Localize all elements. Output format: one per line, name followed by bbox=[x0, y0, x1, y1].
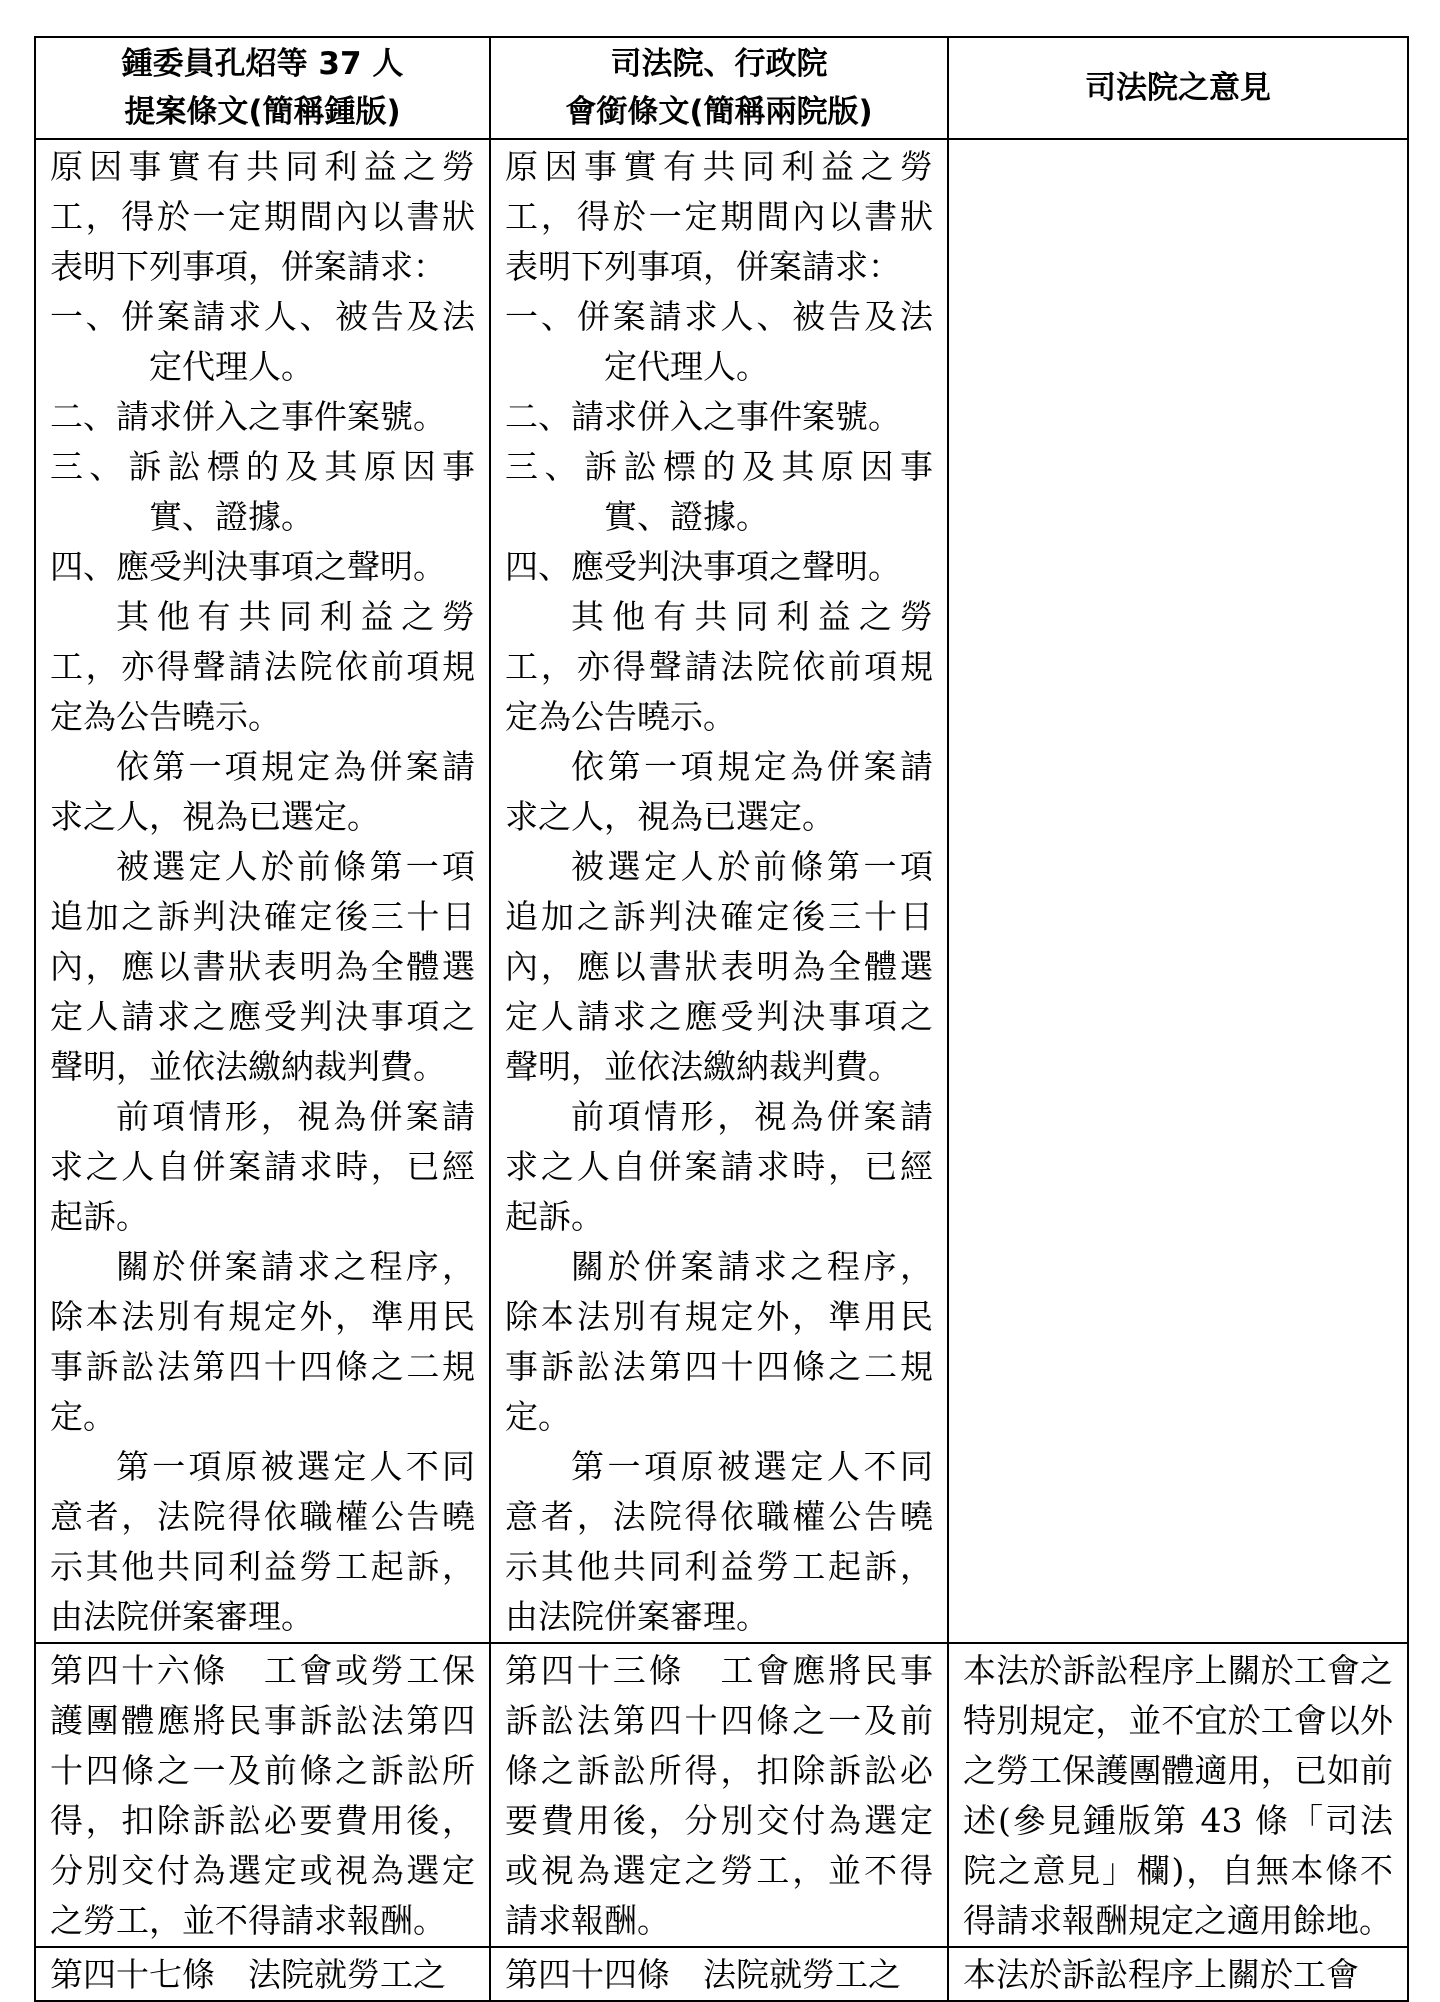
list-item: 四、應受判決事項之聲明。 bbox=[505, 547, 901, 586]
article-paragraph: 第一項原被選定人不同意者，法院得依職權公告曉示其他共同利益勞工起訴，由法院併案審理。 bbox=[505, 1447, 933, 1636]
opinion-text: 本法於訴訟程序上關於工會之特別規定，並不宜於工會以外之勞工保護團體適用，已如前述(參見鍾版第 43 條「司法院之意見」欄)，自無本條不得請求報酬規定之適用餘地。 bbox=[963, 1651, 1393, 1940]
article-paragraph: 被選定人於前條第一項追加之訴判決確定後三十日內，應以書狀表明為全體選定人請求之應受判決事項之聲明，並依法繳納裁判費。 bbox=[505, 847, 933, 1086]
row3-two-courts-article-44 bbox=[490, 1947, 948, 2001]
opinion-text: 本法於訴訟程序上關於工會 bbox=[963, 1955, 1359, 1994]
article-intro: 原因事實有共同利益之勞工，得於一定期間內以書狀表明下列事項，併案請求： bbox=[50, 147, 475, 286]
article-paragraph: 關於併案請求之程序，除本法別有規定外，準用民事訴訟法第四十四條之二規定。 bbox=[50, 1247, 475, 1436]
list-item: 三、訴訟標的及其原因事實、證據。 bbox=[505, 447, 933, 536]
article-paragraph: 被選定人於前條第一項追加之訴判決確定後三十日內，應以書狀表明為全體選定人請求之應受判決事項之聲明，並依法繳納裁判費。 bbox=[50, 847, 475, 1086]
article-text: 第四十四條 法院就勞工之 bbox=[505, 1955, 901, 1994]
header-judicial-opinion-text: 司法院之意見 bbox=[1085, 70, 1271, 106]
header-two-courts-line-2: 會銜條文(簡稱兩院版) bbox=[565, 94, 873, 130]
article-intro: 原因事實有共同利益之勞工，得於一定期間內以書狀表明下列事項，併案請求： bbox=[505, 147, 933, 286]
row2-opinion bbox=[948, 1643, 1408, 1947]
table-row bbox=[35, 1643, 1408, 1947]
article-paragraph: 第一項原被選定人不同意者，法院得依職權公告曉示其他共同利益勞工起訴，由法院併案審理。 bbox=[50, 1447, 475, 1636]
article-text: 第四十七條 法院就勞工之 bbox=[50, 1955, 446, 1994]
row1-opinion-empty bbox=[948, 139, 1408, 1643]
article-paragraph: 其他有共同利益之勞工，亦得聲請法院依前項規定為公告曉示。 bbox=[505, 597, 933, 736]
list-item: 二、請求併入之事件案號。 bbox=[505, 397, 901, 436]
article-paragraph: 依第一項規定為併案請求之人，視為已選定。 bbox=[505, 747, 933, 836]
comparison-table bbox=[34, 36, 1409, 2002]
article-paragraph: 其他有共同利益之勞工，亦得聲請法院依前項規定為公告曉示。 bbox=[50, 597, 475, 736]
row3-opinion bbox=[948, 1947, 1408, 2001]
list-item: 一、併案請求人、被告及法定代理人。 bbox=[505, 297, 933, 386]
article-text: 第四十六條 工會或勞工保護團體應將民事訴訟法第四十四條之一及前條之訴訟所得，扣除訴訟必要費用後，分別交付為選定或視為選定之勞工，並不得請求報酬。 bbox=[50, 1651, 475, 1940]
article-paragraph: 關於併案請求之程序，除本法別有規定外，準用民事訴訟法第四十四條之二規定。 bbox=[505, 1247, 933, 1436]
table-row bbox=[35, 139, 1408, 1643]
row2-two-courts-article-43 bbox=[490, 1643, 948, 1947]
row3-zhong-article-47 bbox=[35, 1947, 490, 2001]
list-item: 三、訴訟標的及其原因事實、證據。 bbox=[50, 447, 475, 536]
article-paragraph: 依第一項規定為併案請求之人，視為已選定。 bbox=[50, 747, 475, 836]
article-text: 第四十三條 工會應將民事訴訟法第四十四條之一及前條之訴訟所得，扣除訴訟必要費用後，分別交付為選定或視為選定之勞工，並不得請求報酬。 bbox=[505, 1651, 933, 1940]
header-two-courts-line-1: 司法院、行政院 bbox=[610, 46, 828, 82]
header-zhong-line-1: 鍾委員孔炤等 37 人 bbox=[121, 46, 404, 82]
list-item: 四、應受判決事項之聲明。 bbox=[50, 547, 446, 586]
article-paragraph: 前項情形，視為併案請求之人自併案請求時，已經起訴。 bbox=[50, 1097, 475, 1236]
header-judicial-opinion bbox=[948, 37, 1408, 139]
list-item: 一、併案請求人、被告及法定代理人。 bbox=[50, 297, 475, 386]
row1-two-courts-text bbox=[490, 139, 948, 1643]
table-row bbox=[35, 1947, 1408, 2001]
list-item: 二、請求併入之事件案號。 bbox=[50, 397, 446, 436]
header-zhong-version bbox=[35, 37, 490, 139]
header-zhong-line-2: 提案條文(簡稱鍾版) bbox=[124, 94, 401, 130]
row2-zhong-article-46 bbox=[35, 1643, 490, 1947]
header-row bbox=[35, 37, 1408, 139]
article-paragraph: 前項情形，視為併案請求之人自併案請求時，已經起訴。 bbox=[505, 1097, 933, 1236]
header-two-courts-version bbox=[490, 37, 948, 139]
row1-zhong-text bbox=[35, 139, 490, 1643]
